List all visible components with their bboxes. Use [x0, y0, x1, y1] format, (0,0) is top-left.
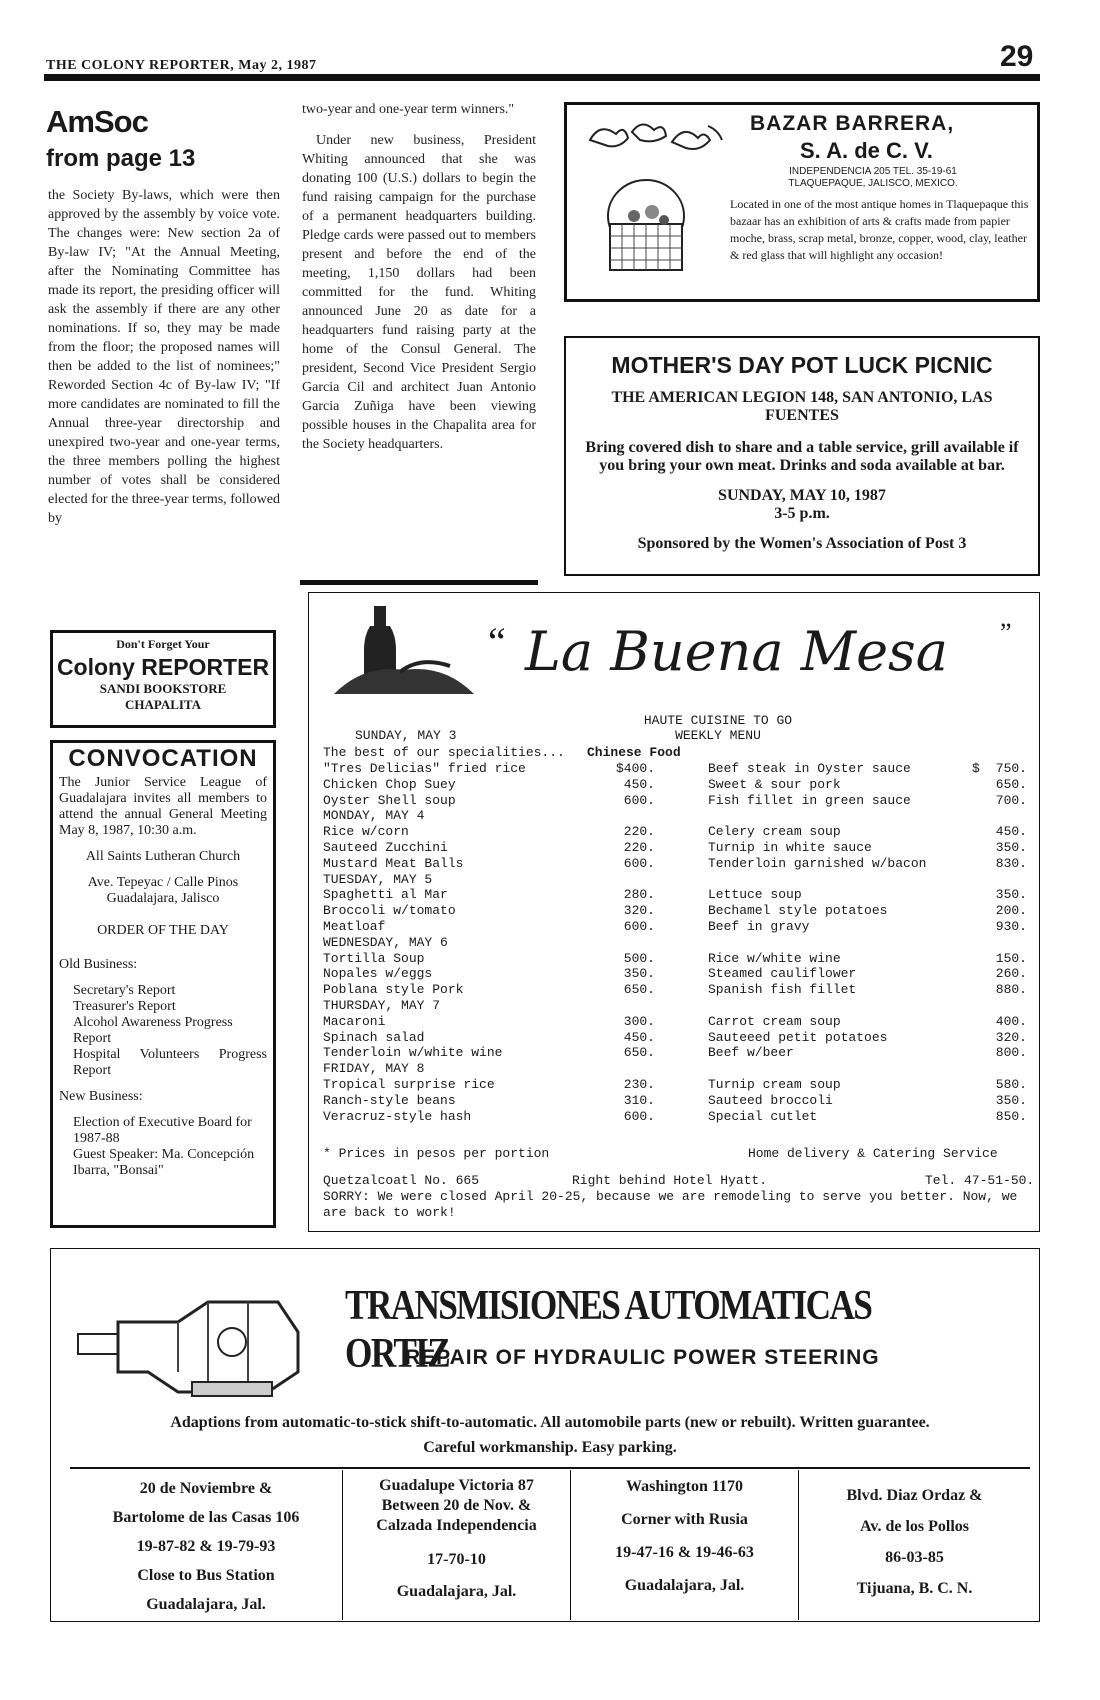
mothers-day-org: THE AMERICAN LEGION 148, SAN ANTONIO, LAS FUENTES	[611, 389, 993, 424]
menu-item-price: 600.	[623, 1108, 655, 1124]
menu-item-price-right: 350.	[995, 1092, 1027, 1108]
mothers-day-sponsor: Sponsored by the Women's Association of Post 3	[637, 535, 967, 552]
menu-item-name: Sauteed Zucchini	[323, 840, 448, 855]
menu-item-price-right: 400.	[995, 1013, 1027, 1029]
menu-day-heading: THURSDAY, MAY 7	[323, 998, 441, 1013]
menu-item-price: 600.	[623, 855, 655, 871]
colony-ad-line1: SANDI BOOKSTORE	[99, 681, 227, 696]
menu-item-name-right: Rice w/white wine	[708, 950, 841, 966]
menu-item-price: 230.	[623, 1077, 655, 1092]
menu-item-name: Spaghetti al Mar	[323, 887, 448, 903]
menu-item-price-right: 800.	[995, 1045, 1027, 1061]
mothers-day-body: Bring covered dish to share and a table service, grill available if you bring your own meat. Drinks and soda available at bar.	[585, 439, 1019, 474]
menu-item-price: 450.	[623, 1029, 655, 1045]
menu-item-price-right: 350.	[995, 887, 1027, 903]
menu-item-name-right: Spanish fish fillet	[708, 982, 857, 998]
location-column-4	[798, 1470, 1030, 1620]
menu-address: Quetzalcoatl No. 665	[323, 1173, 480, 1188]
mothers-day-ad	[564, 336, 1040, 576]
mothers-day-date: SUNDAY, MAY 10, 1987	[718, 487, 886, 504]
article-column-1: the Society By-laws, which were then approved by the assembly by voice vote. The changes were: New section 2a of By-law IV; "At the Annual Meeting, after the Nominating Committee has made its report, the presiding officer will ask the assembly if there are any other nominations. If so, they may be made from the floor; the proposed names will then be added to the list of nominees;" Reworded Section 4c of By-law IV; "If more candidates are nominated to fill the Annual three-year directorship and unexpired two-year and one-year terms, the three members polling the highest number of votes shall be considered elected for the three-year terms, followed by	[48, 188, 280, 526]
convocation-notice	[50, 740, 276, 1228]
location-column-2	[342, 1470, 570, 1620]
location-line: Between 20 de Nov. &	[381, 1497, 532, 1514]
menu-item-name: Broccoli w/tomato	[323, 903, 456, 919]
menu-item-price-right: 850.	[995, 1108, 1027, 1124]
menu-item-price: 450.	[623, 776, 655, 792]
menu-item-name: Tortilla Soup	[323, 950, 425, 966]
location-column-1	[70, 1470, 342, 1620]
convocation-title: CONVOCATION	[68, 745, 258, 772]
menu-item-price: 220.	[623, 840, 655, 855]
new-business-item: Election of Executive Board for 1987-88	[73, 1115, 252, 1146]
menu-item-name: Veracruz-style hash	[323, 1108, 472, 1124]
location-line: Corner with Rusia	[621, 1511, 748, 1528]
menu-item-name-right: Bechamel style potatoes	[708, 903, 888, 919]
colony-ad-title: Colony REPORTER	[56, 654, 270, 680]
location-line: Guadalajara, Jal.	[146, 1596, 266, 1613]
menu-item-name-right: Beef w/beer	[708, 1045, 794, 1061]
location-line: 19-47-16 & 19-46-63	[615, 1544, 754, 1561]
new-business-item: Guest Speaker: Ma. Concepción Ibarra, "Bonsai"	[73, 1147, 255, 1178]
menu-item-price: $400.	[615, 761, 655, 776]
location-line: 86-03-85	[885, 1549, 944, 1566]
menu-item-price: 650.	[623, 1045, 655, 1061]
bazar-address-line2: TLAQUEPAQUE, JALISCO, MEXICO.	[788, 178, 958, 189]
menu-item-name: Poblana style Pork	[323, 982, 464, 998]
menu-item-name: Spinach salad	[323, 1029, 425, 1045]
old-business-item: Secretary's Report	[73, 983, 176, 998]
menu-item-name: "Tres Delicias" fried rice	[323, 761, 526, 776]
column-end-rule	[300, 580, 538, 585]
wine-bottle-illustration	[330, 602, 480, 702]
menu-day-heading: MONDAY, MAY 4	[323, 808, 425, 824]
menu-behind-hyatt: Right behind Hotel Hyatt.	[572, 1173, 768, 1188]
menu-telephone: Tel. 47-51-50.	[925, 1173, 1035, 1188]
menu-item-price: 650.	[623, 982, 655, 998]
menu-item-price: 320.	[623, 903, 655, 919]
menu-sorry-notice: SORRY: We were closed April 20-25, because we are remodeling to serve you better. Now, we are back to work!	[323, 1189, 1018, 1220]
old-business-item: Hospital Volunteers Progress Report	[73, 1047, 267, 1078]
menu-item-price-right: 320.	[995, 1029, 1027, 1045]
convocation-order: ORDER OF THE DAY	[97, 923, 229, 938]
menu-item-name: Tropical surprise rice	[323, 1077, 495, 1092]
mothers-day-time: 3-5 p.m.	[774, 505, 830, 522]
old-business-item: Alcohol Awareness Progress Report	[73, 1015, 233, 1046]
location-line: Guadalajara, Jal.	[624, 1577, 745, 1594]
location-line: Tijuana, B. C. N.	[856, 1580, 973, 1597]
location-line: Av. de los Pollos	[859, 1518, 970, 1535]
menu-item-name: Tenderloin w/white wine	[323, 1045, 503, 1061]
menu-item-name: Rice w/corn	[323, 824, 409, 840]
menu-item-name: Macaroni	[323, 1013, 386, 1029]
menu-item-name: Ranch-style beans	[323, 1092, 456, 1108]
colony-ad-dont-forget: Don't Forget Your	[116, 637, 210, 651]
menu-item-price-right: 830.	[995, 855, 1027, 871]
transmisiones-subtitle: REPAIR OF HYDRAULIC POWER STEERING	[405, 1346, 880, 1369]
location-line: Washington 1170	[626, 1478, 743, 1495]
menu-currency: $	[972, 761, 980, 776]
menu-item-name: Mustard Meat Balls	[323, 855, 464, 871]
menu-item-price: 220.	[623, 824, 655, 840]
article-title: AmSoc	[46, 104, 148, 139]
menu-item-name-right: Tenderloin garnished w/bacon	[708, 855, 927, 871]
article-subtitle: from page 13	[46, 145, 196, 172]
menu-item-price: 500.	[623, 950, 655, 966]
menu-item-name-right: Steamed cauliflower	[708, 966, 857, 982]
menu-item-name: Nopales w/eggs	[323, 966, 433, 982]
buena-mesa-open-quote: “	[488, 619, 506, 664]
doves-illustration	[580, 118, 730, 164]
menu-item-name-right: Fish fillet in green sauce	[708, 792, 911, 808]
menu-weekly-line: WEEKLY MENU	[675, 728, 761, 743]
location-line: Guadalajara, Jal.	[396, 1583, 517, 1600]
location-line: Blvd. Diaz Ordaz &	[846, 1487, 983, 1504]
location-line: 20 de Noviembre &	[139, 1480, 273, 1497]
location-line: Close to Bus Station	[137, 1567, 275, 1584]
menu-item-price: 600.	[623, 919, 655, 934]
menu-day-heading: WEDNESDAY, MAY 6	[323, 934, 448, 950]
old-business-item: Treasurer's Report	[73, 999, 176, 1014]
menu-item-price: 300.	[623, 1013, 655, 1029]
mothers-day-title: MOTHER'S DAY POT LUCK PICNIC	[611, 352, 993, 378]
location-line: Calzada Independencia	[376, 1517, 537, 1534]
location-line: Guadalupe Victoria 87	[379, 1477, 534, 1494]
page-number: 29	[1000, 40, 1034, 73]
menu-haute	[618, 713, 818, 743]
menu-day-heading: TUESDAY, MAY 5	[323, 871, 433, 887]
menu-item-price-right: 880.	[995, 982, 1027, 998]
menu-sunday-heading: SUNDAY, MAY 3	[355, 728, 457, 743]
location-line: 17-70-10	[427, 1551, 486, 1568]
transmisiones-adaptions: Adaptions from automatic-to-stick shift-to-automatic. All automobile parts (new or rebuilt). Written guarantee. Careful workmanship. Easy parking.	[170, 1414, 930, 1456]
bazar-description: Located in one of the most antique homes in Tlaquepaque this bazaar has an exhibition of arts & crafts made from papier moche, brass, scrap metal, bronze, copper, wood, clay, leather & red glass that will highlight any occasion!	[730, 197, 1029, 262]
menu-item-price: 280.	[623, 887, 655, 903]
menu-best-specialities: The best of our specialities...	[323, 745, 565, 760]
convocation-intro: The Junior Service League of Guadalajara invites all members to attend the annual General Meeting May 8, 1987, 10:30 a.m.	[59, 775, 267, 838]
menu-item-price: 350.	[623, 966, 655, 982]
menu-item-name-right: Lettuce soup	[708, 887, 802, 903]
location-line: Bartolome de las Casas 106	[112, 1509, 300, 1526]
article-column-2	[302, 100, 536, 454]
menu-item-price-right: 650.	[995, 776, 1027, 792]
transmisiones-title: TRANSMISIONES AUTOMATICAS ORTIZ	[345, 1283, 872, 1377]
colony-reporter-ad	[50, 630, 276, 728]
menu-item-name-right: Beef in gravy	[708, 919, 810, 934]
menu-item-price-right: 150.	[995, 950, 1027, 966]
menu-prices-note: * Prices in pesos per portion	[323, 1146, 550, 1161]
menu-item-name-right: Beef steak in Oyster sauce	[708, 761, 911, 776]
menu-item-price: 600.	[623, 792, 655, 808]
menu-item-name-right: Turnip cream soup	[708, 1077, 841, 1092]
bazar-title: BAZAR BARRERA,	[750, 112, 955, 135]
buena-mesa-title: La Buena Mesa	[525, 620, 948, 683]
buena-mesa-close-quote: ”	[1000, 618, 1012, 647]
bazar-address	[758, 166, 988, 190]
transmission-illustration	[72, 1282, 322, 1402]
convocation-place1: All Saints Lutheran Church	[85, 849, 241, 864]
menu-item-price-right: 580.	[995, 1077, 1027, 1092]
convocation-place2: Ave. Tepeyac / Calle Pinos Guadalajara, Jalisco	[87, 875, 239, 906]
menu-item-price-right: 200.	[995, 903, 1027, 919]
publication-header: THE COLONY REPORTER, May 2, 1987	[46, 58, 317, 73]
menu-item-price-right: 260.	[995, 966, 1027, 982]
bazar-address-line1: INDEPENDENCIA 205 TEL. 35-19-61	[789, 166, 957, 177]
menu-item-price-right: 700.	[995, 792, 1027, 808]
menu-chinese-food: Chinese Food	[587, 745, 681, 760]
menu-item-name-right: Celery cream soup	[708, 824, 841, 840]
menu-haute-line: HAUTE CUISINE TO GO	[643, 713, 793, 728]
menu-item-name: Oyster Shell soup	[323, 792, 456, 808]
menu-item-name-right: Sauteeed petit potatoes	[708, 1029, 888, 1045]
article-col2-continuation: two-year and one-year term winners."	[302, 102, 515, 117]
menu-item-price-right: 750.	[995, 761, 1027, 776]
menu-day-heading: FRIDAY, MAY 8	[323, 1061, 425, 1077]
menu-item-price-right: 450.	[995, 824, 1027, 840]
location-line: 19-87-82 & 19-79-93	[136, 1538, 276, 1555]
menu-item-name-right: Turnip in white sauce	[708, 840, 872, 855]
location-column-3	[570, 1470, 798, 1620]
menu-delivery: Home delivery & Catering Service	[748, 1146, 998, 1161]
transmisiones-rule	[70, 1467, 1030, 1469]
menu-item-price-right: 350.	[995, 840, 1027, 855]
menu-item-name-right: Special cutlet	[708, 1108, 818, 1124]
bazar-company-type: S. A. de C. V.	[800, 138, 933, 163]
colony-ad-line2: CHAPALITA	[124, 697, 202, 712]
menu-item-price-right: 930.	[995, 919, 1027, 934]
menu-item-name-right: Carrot cream soup	[708, 1013, 841, 1029]
header-rule	[44, 74, 1040, 81]
convocation-new-label: New Business:	[59, 1089, 143, 1104]
convocation-old-label: Old Business:	[59, 957, 138, 972]
menu-item-price: 310.	[623, 1092, 655, 1108]
menu-item-name-right: Sweet & sour pork	[708, 776, 841, 792]
menu-item-name-right: Sauteed broccoli	[708, 1092, 833, 1108]
menu-item-name: Meatloaf	[323, 919, 386, 934]
menu-item-name: Chicken Chop Suey	[323, 776, 456, 792]
basket-illustration	[598, 176, 694, 276]
article-col2-body: Under new business, President Whiting announced that she was donating 100 (U.S.) dollars to begin the fund raising campaign for the purchase of a permanent headquarters building. Pledge cards were passed out to members present and before the end of the meeting, 1,150 dollars had been committed for the fund. Whiting announced June 20 as date for a headquarters fund raising party at the home of the Consul General. The president, Second Vice President Sergio Garcia Cil and architect Juan Antonio Garcia Zuñiga have been viewing possible houses in the Chapalita area for the Society headquarters.	[302, 133, 536, 452]
